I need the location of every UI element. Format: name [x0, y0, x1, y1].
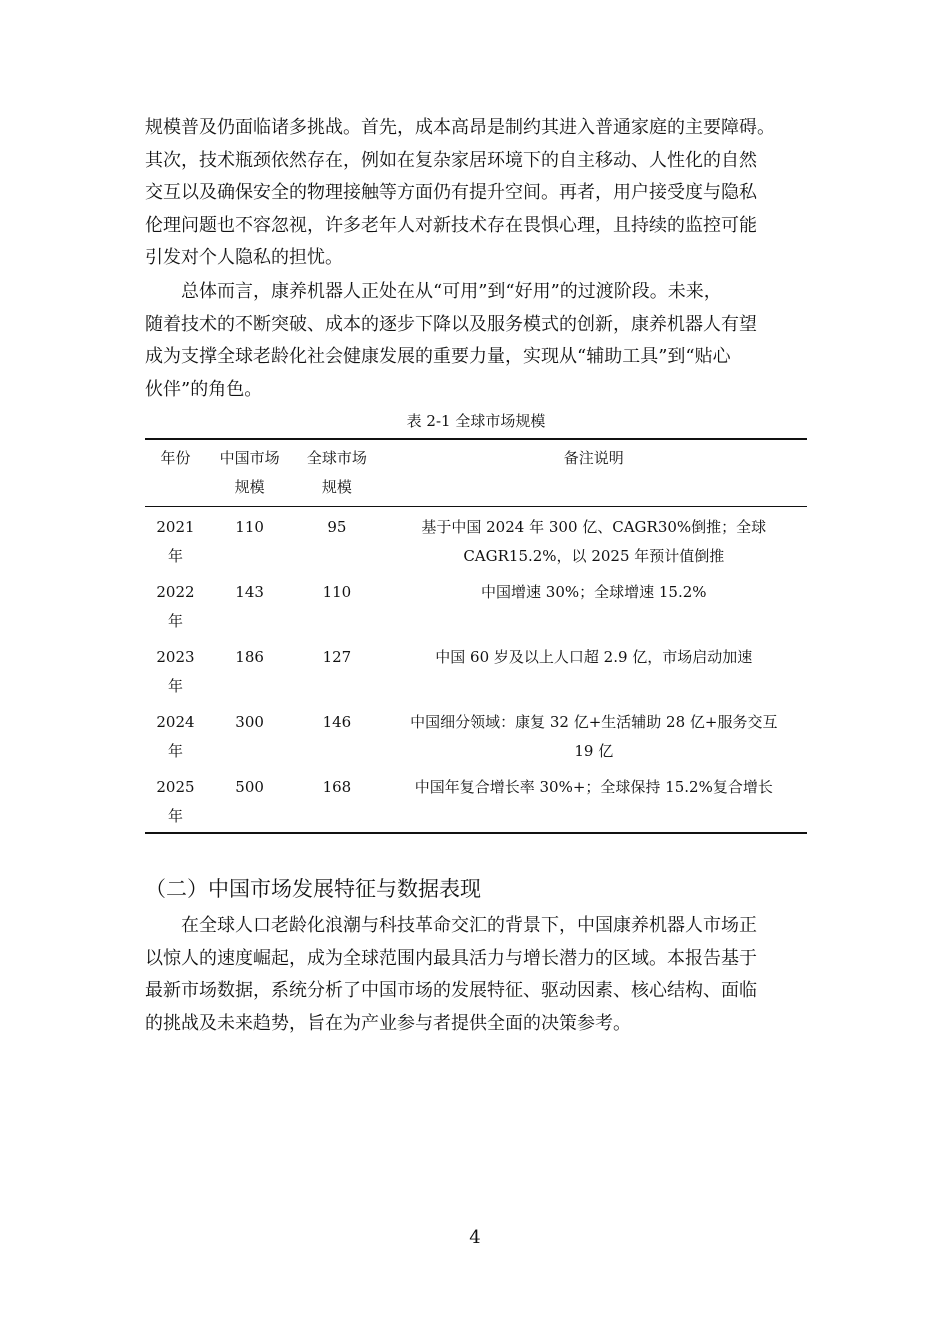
table-header-row: [145, 439, 807, 507]
cell-text: CAGR15.2%，以 2025 年预计值倒推: [463, 547, 725, 565]
header-text: 规模: [234, 478, 265, 496]
table-row: [145, 702, 807, 767]
cell-china: 110: [235, 518, 264, 536]
text-line: 交互以及确保安全的物理接触等方面仍有提升空间。再者，用户接受度与隐私: [145, 182, 757, 203]
cell-china: 143: [235, 583, 264, 601]
cell-text: 年: [167, 742, 183, 760]
market-size-table: [145, 438, 807, 834]
cell-global: 110: [322, 583, 352, 601]
cell-note: [381, 767, 807, 833]
text-line: 的挑战及未来趋势，旨在为产业参与者提供全面的决策参考。: [145, 1012, 631, 1034]
cell-text: 基于中国 2024 年 300 亿、CAGR30%倒推；全球: [421, 518, 767, 536]
cell-global: 127: [322, 648, 352, 666]
section-heading: （二）中国市场发展特征与数据表现: [145, 877, 481, 901]
text-line: 伦理问题也不容忽视，许多老年人对新技术存在畏惧心理，且持续的监控可能: [145, 214, 757, 236]
cell-text: 年: [167, 547, 183, 565]
text-line: 总体而言，康养机器人正处在从“可用”到“好用”的过渡阶段。未来，: [181, 281, 722, 302]
table-row: [145, 572, 807, 637]
text-line: 随着技术的不断突破、成本的逐步下降以及服务模式的创新，康养机器人有望: [145, 313, 757, 335]
text-line: 伙伴”的角色。: [145, 378, 263, 400]
cell-china: 500: [235, 778, 264, 796]
cell-text: 中国 60 岁及以上人口超 2.9 亿，市场启动加速: [435, 648, 753, 666]
cell-text: 年: [167, 612, 183, 630]
cell-text: 中国细分领域：康复 32 亿+生活辅助 28 亿+服务交互: [410, 713, 778, 731]
text-line: 规模普及仍面临诸多挑战。首先，成本高昂是制约其进入普通家庭的主要障碍。: [145, 117, 775, 138]
text-line: 其次，技术瓶颈依然存在，例如在复杂家居环境下的自主移动、人性化的自然: [145, 149, 757, 171]
paragraph-summary: [145, 276, 807, 406]
table-row: [145, 767, 807, 833]
cell-year: [145, 767, 206, 833]
cell-text: 2021: [156, 518, 195, 536]
cell-note: [381, 507, 807, 573]
text-line: 成为支撑全球老龄化社会健康发展的重要力量，实现从“辅助工具”到“贴心: [145, 346, 731, 367]
cell-china: 186: [235, 648, 264, 666]
cell-year: [145, 507, 206, 573]
paragraph-china-market: [145, 910, 807, 1040]
cell-text: 19 亿: [574, 742, 614, 760]
cell-year: [145, 702, 206, 767]
header-global-market: [293, 439, 380, 507]
table-caption: 表 2-1 全球市场规模: [406, 412, 546, 430]
cell-china: 300: [235, 713, 264, 731]
cell-text: 2023: [156, 648, 195, 666]
cell-global: 146: [322, 713, 352, 731]
cell-note: [381, 702, 807, 767]
page-number: 4: [469, 1227, 481, 1248]
cell-text: 2024: [156, 713, 195, 731]
cell-year: [145, 637, 206, 702]
text-line: 引发对个人隐私的担忧。: [145, 247, 343, 268]
header-china-market: [206, 439, 293, 507]
text-line: 在全球人口老龄化浪潮与科技革命交汇的背景下，中国康养机器人市场正: [181, 915, 757, 936]
table-row: [145, 637, 807, 702]
header-text: 规模: [321, 478, 352, 496]
text-line: 以惊人的速度崛起，成为全球范围内最具活力与增长潜力的区域。本报告基于: [145, 947, 757, 969]
cell-note: [381, 637, 807, 702]
cell-year: [145, 572, 206, 637]
header-year: 年份: [160, 449, 191, 467]
cell-text: 中国年复合增长率 30%+；全球保持 15.2%复合增长: [414, 778, 773, 796]
paragraph-challenges: [145, 112, 807, 275]
cell-text: 年: [167, 677, 183, 695]
table-row: [145, 507, 807, 573]
cell-note: [381, 572, 807, 637]
cell-text: 中国增速 30%；全球增速 15.2%: [481, 583, 707, 601]
header-note: 备注说明: [563, 449, 624, 467]
header-text: 中国市场: [219, 449, 280, 467]
cell-text: 2022: [156, 583, 195, 601]
cell-global: 168: [322, 778, 352, 796]
cell-text: 年: [167, 807, 183, 825]
header-text: 全球市场: [306, 449, 367, 467]
text-line: 最新市场数据，系统分析了中国市场的发展特征、驱动因素、核心结构、面临: [145, 980, 757, 1001]
cell-global: 95: [327, 518, 347, 536]
cell-text: 2025: [156, 778, 195, 796]
